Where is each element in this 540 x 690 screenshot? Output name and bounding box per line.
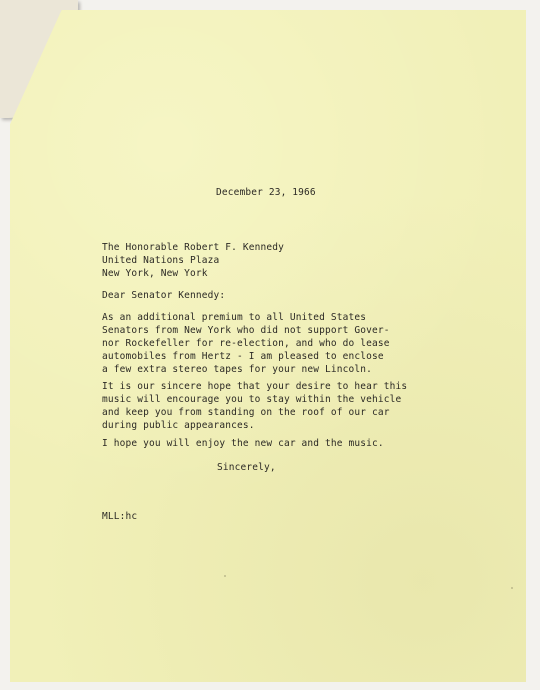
recipient-line: United Nations Plaza [102,255,220,266]
body-line: music will encourage you to stay within the vehicle [102,394,402,405]
body-line: Senators from New York who did not support Gover- [102,325,390,336]
reference-initials: MLL:hc [102,511,138,522]
body-line: I hope you will enjoy the new car and the music. [102,438,384,449]
body-line: nor Rockefeller for re-election, and who do lease [102,338,390,349]
paper-speck [511,587,513,589]
body-line: and keep you from standing on the roof of our car [102,407,390,418]
recipient-line: New York, New York [102,268,208,279]
body-line: a few extra stereo tapes for your new Lincoln. [102,364,372,375]
body-line: during public appearances. [102,420,255,431]
body-line: As an additional premium to all United States [102,312,367,323]
closing: Sincerely, [217,462,276,473]
recipient-address [102,241,284,280]
body-paragraph-2 [102,380,407,432]
paper-speck [224,575,226,577]
recipient-line: The Honorable Robert F. Kennedy [102,242,284,253]
body-line: It is our sincere hope that your desire to hear this [102,381,408,392]
body-paragraph-3 [102,437,384,450]
letter-date: December 23, 1966 [216,187,316,198]
body-line: automobiles from Hertz - I am pleased to enclose [102,351,384,362]
salutation: Dear Senator Kennedy: [102,290,226,301]
body-paragraph-1 [102,311,390,376]
